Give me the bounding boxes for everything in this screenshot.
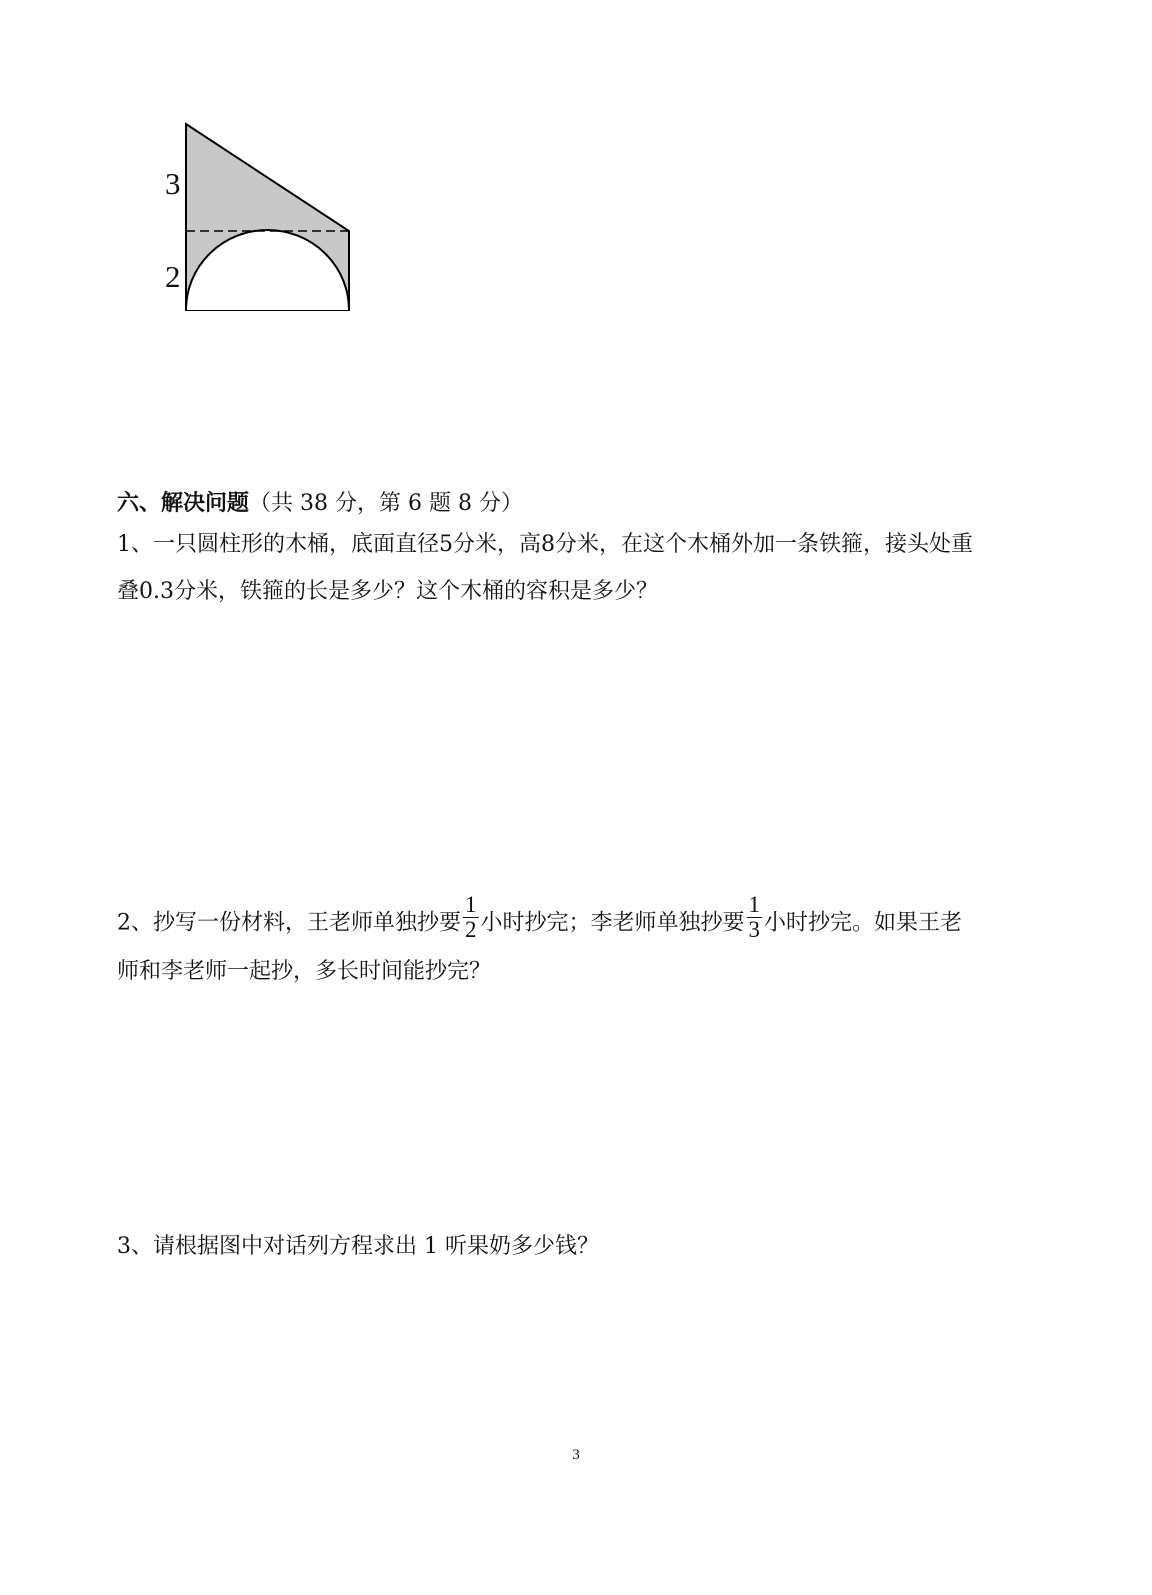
fraction-denominator: 3 bbox=[748, 917, 761, 942]
question-2-text-part-3: 小时抄完。如果王老 bbox=[764, 910, 963, 936]
fraction-denominator: 2 bbox=[465, 917, 477, 942]
fraction-numerator: 1 bbox=[748, 892, 761, 917]
question-2-line-1 bbox=[117, 892, 963, 942]
question-2-text-part-1: 2、抄写一份材料，王老师单独抄要 bbox=[117, 910, 461, 936]
question-1-line-1: 1、一只圆柱形的木桶，底面直径5分米，高8分米，在这个木桶外加一条铁箍，接头处重 bbox=[117, 532, 973, 557]
section-title: 六、解决问题 bbox=[117, 490, 250, 516]
question-2-text-part-2: 小时抄完；李老师单独抄要 bbox=[480, 910, 745, 936]
page-number: 3 bbox=[572, 1447, 580, 1463]
section-heading bbox=[117, 488, 523, 519]
fraction-numerator: 1 bbox=[465, 892, 477, 917]
question-2-line-2: 师和李老师一起抄，多长时间能抄完？ bbox=[117, 959, 492, 984]
geometry-figure bbox=[155, 112, 375, 327]
fraction-one-half bbox=[463, 893, 479, 942]
upper-height-label: 3 bbox=[165, 166, 181, 201]
question-3-line-1: 3、请根据图中对话列方程求出 1 听果奶多少钱？ bbox=[117, 1234, 599, 1259]
question-1-line-2: 叠0.3分米，铁箍的长是多少？这个木桶的容积是多少？ bbox=[117, 579, 658, 604]
fraction-one-third bbox=[747, 893, 763, 942]
lower-height-label: 2 bbox=[165, 259, 181, 294]
section-score-note: （共 38 分，第 6 题 8 分） bbox=[249, 491, 523, 516]
